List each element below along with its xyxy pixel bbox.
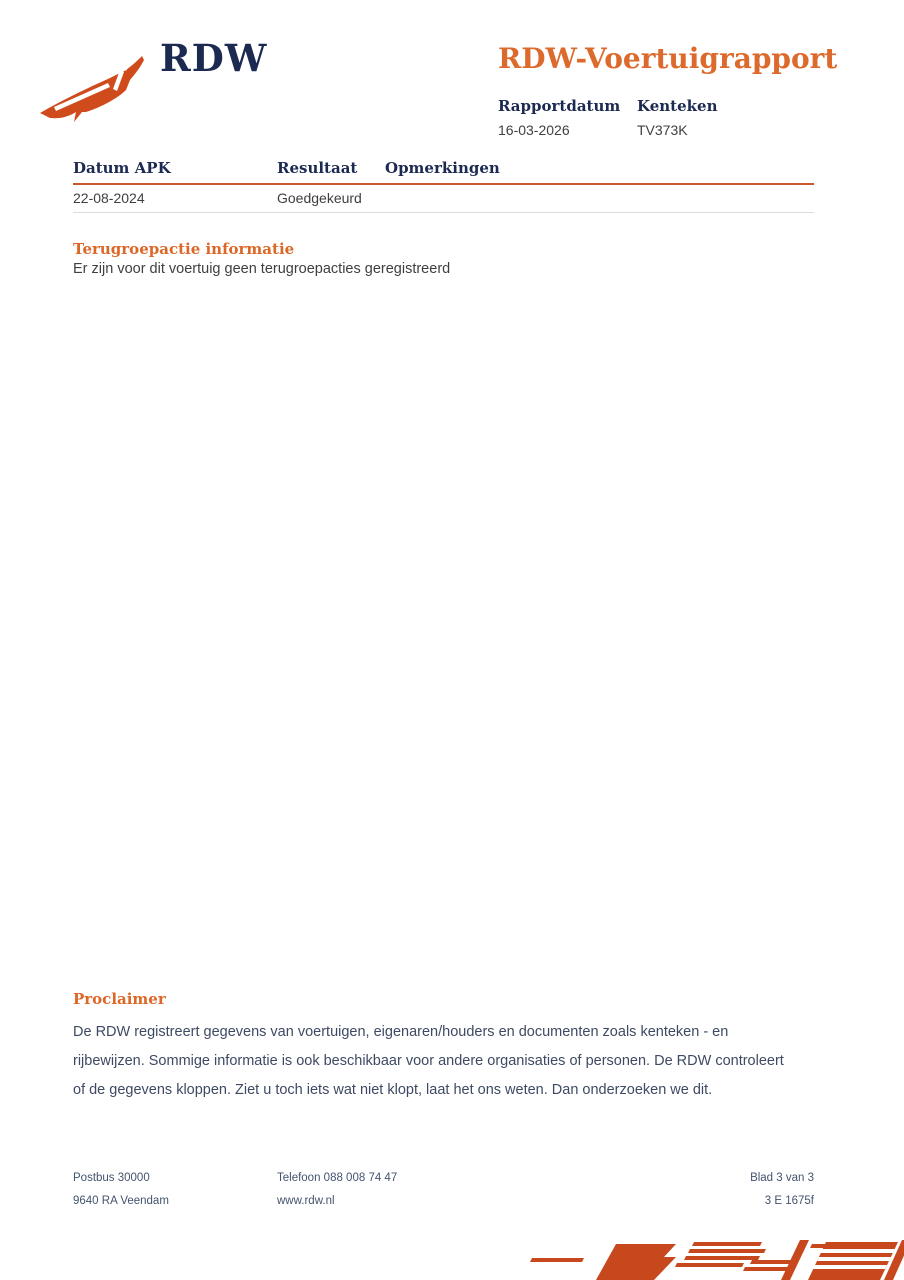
page-title: RDW-Voertuigrapport [498, 42, 838, 75]
table-row [73, 185, 814, 213]
apk-table-header-row [73, 159, 814, 185]
page-footer [73, 1172, 814, 1218]
column-header-resultaat: Resultaat [277, 159, 358, 177]
footer-website: www.rdw.nl [277, 1195, 335, 1207]
license-plate-value: TV373K [637, 122, 688, 138]
report-date-block [498, 97, 620, 138]
column-header-datum-apk: Datum APK [73, 159, 171, 177]
footer-phone: Telefoon 088 008 74 47 [277, 1172, 398, 1184]
proclaimer-text: De RDW registreert gegevens van voertuigen, eigenaren/houders en documenten zoals kenteken - en rijbewijzen. Sommige informatie is ook beschikbaar voor andere organisaties of personen. De RDW controleert of de gegevens kloppen. Ziet u toch iets wat niet klopt, laat het ons weten. Dan onderzoeken we dit. [73, 1024, 784, 1098]
apk-date-cell: 22-08-2024 [73, 190, 145, 206]
column-header-opmerkingen: Opmerkingen [385, 159, 500, 177]
report-date-label: Rapportdatum [498, 97, 621, 115]
rdw-logo-wordmark: RDW [160, 36, 268, 80]
apk-table [73, 159, 814, 213]
recall-section-text: Er zijn voor dit voertuig geen terugroepacties geregistreerd [73, 261, 451, 277]
license-plate-label: Kenteken [637, 97, 718, 115]
rdw-stripe-motif-icon [504, 1236, 904, 1280]
license-plate-block [637, 97, 717, 138]
apk-remarks-cell [385, 190, 814, 206]
footer-page-indicator: Blad 3 van 3 [750, 1172, 814, 1184]
report-date-value: 16-03-2026 [498, 122, 570, 138]
apk-result-cell: Goedgekeurd [277, 190, 362, 206]
recall-section-heading: Terugroepactie informatie [73, 240, 295, 258]
footer-address-line1: Postbus 30000 [73, 1172, 150, 1184]
footer-address-line2: 9640 RA Veendam [73, 1195, 169, 1207]
proclaimer-heading: Proclaimer [73, 990, 166, 1008]
footer-doc-code: 3 E 1675f [764, 1195, 814, 1207]
rdw-feather-logo-icon [38, 50, 148, 130]
